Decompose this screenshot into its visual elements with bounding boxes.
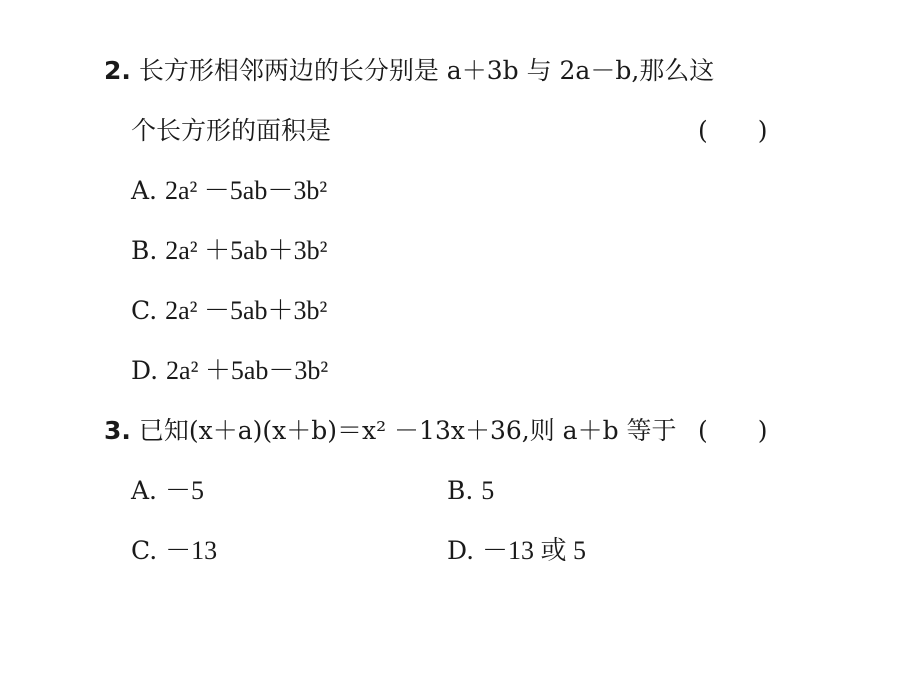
option-text: －13 或 5 (482, 536, 587, 565)
option-text: 5 (481, 476, 495, 505)
question-3-stem-text: 已知(x＋a)(x＋b)＝x² －13x＋36,则 a＋b 等于 (138, 416, 677, 445)
option-text: －13 (165, 536, 218, 565)
option-text: －5 (164, 476, 204, 505)
question-3-option-d (447, 536, 586, 566)
option-text: 2a² ＋5ab＋3b² (165, 236, 328, 265)
question-3-option-c (131, 536, 217, 566)
question-3-option-b (447, 476, 494, 506)
option-text: 2a² －5ab－3b² (164, 176, 328, 205)
option-label: D. (131, 356, 167, 385)
option-label: A. (131, 176, 165, 205)
question-2-option-a (131, 176, 327, 206)
option-label: B. (131, 236, 166, 265)
question-3-option-a (131, 476, 204, 506)
option-label: C. (131, 296, 166, 325)
question-2-option-d (131, 356, 328, 386)
question-2-option-b (131, 236, 327, 266)
option-label: B. (447, 476, 482, 505)
option-text: 2a² ＋5ab－3b² (166, 356, 329, 385)
option-label: C. (131, 536, 166, 565)
question-2-answer-paren: ( ) (698, 116, 768, 145)
question-3-answer-paren: ( ) (698, 416, 768, 445)
question-3-stem-line1 (104, 416, 677, 446)
question-2-stem-text: 长方形相邻两边的长分别是 a＋3b 与 2a－b,那么这 (138, 56, 715, 85)
option-label: A. (131, 476, 165, 505)
question-2-stem-line1 (104, 56, 714, 86)
question-2-stem-line2: 个长方形的面积是 (131, 116, 332, 145)
option-label: D. (447, 536, 483, 565)
question-3-number: 3. (104, 416, 131, 445)
question-2-number: 2. (104, 56, 131, 85)
option-text: 2a² －5ab＋3b² (165, 296, 328, 325)
question-2-option-c (131, 296, 327, 326)
